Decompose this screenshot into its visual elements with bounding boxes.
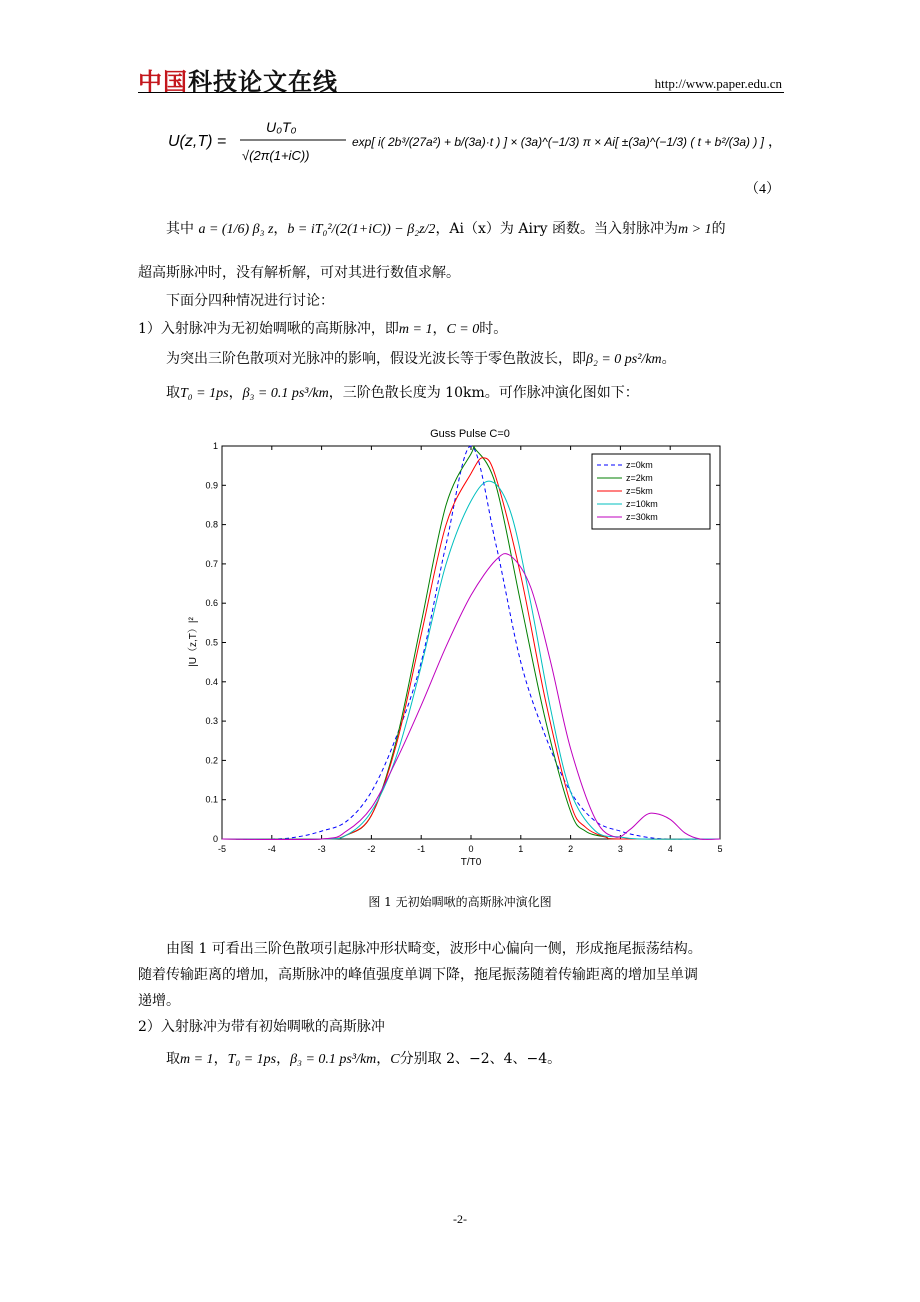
text: ， (376, 1051, 391, 1067)
last-line (138, 1048, 784, 1071)
logo-part-1: 中国 (138, 68, 188, 96)
eq-numerator: U₀T₀ (266, 119, 297, 135)
text: ， (213, 1051, 228, 1067)
math-beta2: β₂ = 0 ps²/km (586, 352, 662, 367)
text: ，三阶色散长度为 10km。可作脉冲演化图如下： (328, 385, 639, 401)
eq-trailing: ， (768, 133, 782, 149)
text: 的 (711, 221, 726, 237)
body-line-2: 超高斯脉冲时，没有解析解，可对其进行数值求解。 (138, 265, 460, 281)
x-tick-label: 2 (568, 844, 574, 854)
text: 时。 (479, 321, 508, 337)
math-beta3: β₃ = 0.1 ps³/km (242, 386, 329, 401)
para2-line-1: 由图 1 可看出三阶色散项引起脉冲形状畸变，波形中心偏向一侧，形成拖尾振荡结构。 (166, 941, 702, 957)
x-tick-label: 4 (667, 844, 673, 854)
legend-entry: z=10km (626, 499, 658, 509)
y-tick-label: 0 (212, 834, 218, 844)
x-tick-label: 5 (717, 844, 723, 854)
x-tick-label: 0 (468, 844, 474, 854)
text: ， (273, 221, 288, 237)
header-rule (138, 92, 784, 93)
legend-entry: z=5km (626, 486, 653, 496)
text: 其中 (166, 221, 194, 237)
para2-line-3: 递增。 (138, 993, 180, 1009)
body-line-5 (138, 348, 784, 371)
equation-number: （4） (745, 182, 780, 197)
x-tick-label: -5 (217, 844, 227, 854)
eq-denominator: √(2π(1+iC)) (242, 148, 310, 163)
math-m: m = 1 (398, 322, 433, 337)
header-url[interactable]: http://www.paper.edu.cn (654, 76, 782, 91)
y-tick-label: 0.8 (205, 519, 218, 530)
pulse-evolution-chart (184, 420, 734, 870)
legend-entry: z=2km (626, 473, 653, 483)
case-2-heading: 2）入射脉冲为带有初始啁啾的高斯脉冲 (138, 1019, 385, 1035)
figure-caption: 图 1 无初始啁啾的高斯脉冲演化图 (368, 895, 552, 909)
x-tick-label: 3 (617, 844, 623, 854)
text: ， (228, 385, 243, 401)
x-axis-label: T/T0 (460, 857, 482, 868)
text: 。 (661, 351, 676, 367)
chart-title: Guss Pulse C=0 (430, 428, 510, 440)
math-c: C (390, 1052, 400, 1067)
x-tick-label: -3 (317, 844, 326, 854)
legend-entry: z=30km (626, 512, 658, 522)
y-tick-label: 0.2 (205, 755, 218, 766)
y-tick-label: 0.6 (205, 598, 218, 609)
math-t0: T₀ = 1ps (227, 1052, 277, 1067)
logo-part-2: 科技论文在线 (188, 68, 338, 96)
text: ， (276, 1051, 291, 1067)
body-line-3: 下面分四种情况进行讨论： (166, 293, 334, 309)
x-tick-label: -1 (417, 844, 426, 854)
para2-line-2: 随着传输距离的增加，高斯脉冲的峰值强度单调下降，拖尾振荡随着传输距离的增加呈单调 (138, 967, 698, 983)
y-axis-label: |U（z,T）|² (188, 617, 199, 667)
text: 分别取 2、−2、4、−4。 (399, 1051, 562, 1067)
math-def-a: a = (1/6) β₃ z (198, 222, 274, 237)
x-tick-label: 1 (518, 844, 524, 854)
y-tick-label: 0.5 (205, 637, 218, 648)
legend-entry: z=0km (626, 460, 653, 470)
eq-lhs: U(z,T) = (168, 133, 227, 150)
y-tick-label: 0.3 (205, 716, 218, 727)
math-beta3: β₃ = 0.1 ps³/km (290, 1052, 377, 1067)
text: ，Ai（x）为 Airy 函数。当入射脉冲为 (435, 221, 679, 237)
x-tick-label: -2 (367, 844, 376, 854)
text: ， (432, 321, 447, 337)
x-tick-label: -4 (267, 844, 276, 854)
math-t0: T₀ = 1ps (180, 386, 229, 401)
page-number: -2- (453, 1212, 467, 1226)
y-tick-label: 0.1 (205, 794, 218, 805)
text: 为突出三阶色散项对光脉冲的影响，假设光波长等于零色散波长，即 (166, 351, 586, 367)
body-line-6 (138, 382, 784, 405)
y-tick-label: 0.4 (205, 676, 218, 687)
text: 取 (166, 385, 180, 401)
math-m: m = 1 (180, 1052, 214, 1067)
y-tick-label: 0.7 (205, 558, 218, 569)
math-cond-m: m > 1 (678, 222, 712, 237)
y-tick-label: 1 (212, 441, 218, 451)
text: 1）入射脉冲为无初始啁啾的高斯脉冲，即 (138, 321, 399, 337)
case-1-heading (138, 318, 784, 341)
eq-exp-part: exp[ i( 2b³/(27a²) + b/(3a)·t ) ] × (3a)^(−1/3) π × Ai[ ±(3a)^(−1/3) ( t + b²/(3a) ) ] (352, 135, 765, 149)
equation-4 (168, 112, 788, 172)
definition-line (138, 218, 784, 241)
math-def-b: b = iT₀²/(2(1+iC)) − β₂z/2 (287, 222, 436, 237)
math-c: C = 0 (446, 322, 480, 337)
text: 取 (166, 1051, 180, 1067)
y-tick-label: 0.9 (205, 480, 218, 491)
chart-legend (592, 454, 710, 529)
